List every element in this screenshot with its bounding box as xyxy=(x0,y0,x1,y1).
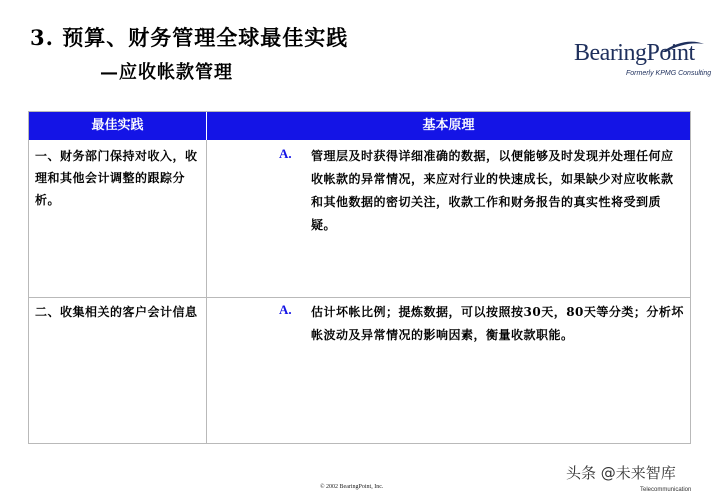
practice-table xyxy=(28,111,691,444)
watermark-subtext: Telecommunication xyxy=(640,487,692,493)
column-divider xyxy=(206,140,207,443)
table-header xyxy=(29,112,690,140)
column-header-practice: 最佳实践 xyxy=(91,118,144,133)
practice-cell: 一、财务部门保持对收入，收理和其他会计调整的跟踪分析。 xyxy=(35,149,198,207)
copyright-text: © 2002 BearingPoint, Inc. xyxy=(320,484,384,490)
bullet-label: A. xyxy=(279,146,292,161)
principle-cell: 管理层及时获得详细准确的数据，以便能够及时发现并处理任何应收帐款的异常情况，来应对行业的快速成长，如果缺少对应收帐款和其他数据的密切关注，收款工作和财务报告的真实性将受到质疑。 xyxy=(311,149,674,232)
practice-cell: 二、收集相关的客户会计信息 xyxy=(35,305,198,319)
page-title: 3. 预算、财务管理全球最佳实践 xyxy=(30,25,349,50)
company-logo xyxy=(566,40,712,82)
logo-tagline: Formerly KPMG Consulting xyxy=(626,70,712,77)
page-subtitle: —应收帐款管理 xyxy=(100,62,233,83)
bullet-label: A. xyxy=(279,302,292,317)
principle-cell: 估计坏帐比例；提炼数据，可以按照按30天，80天等分类；分析坏帐波动及异常情况的影响因素，衡量收款职能。 xyxy=(311,305,684,342)
watermark-text: 头条 @未来智库 xyxy=(566,464,676,482)
logo-name: BearingPoint xyxy=(574,40,695,66)
column-header-principle: 基本原理 xyxy=(422,118,475,133)
row-divider xyxy=(29,297,690,298)
